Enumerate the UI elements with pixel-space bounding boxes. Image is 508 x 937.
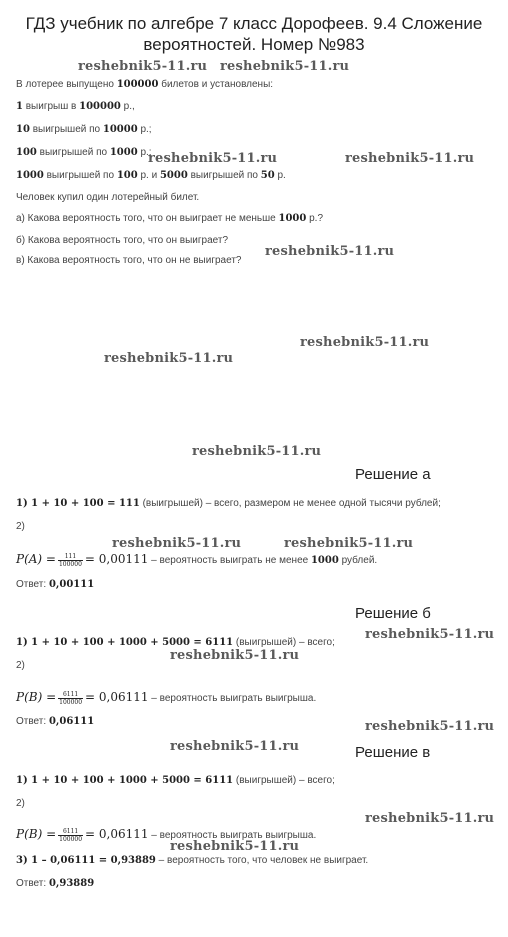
watermark: reshebnik5-11.ru: [148, 151, 278, 166]
watermark: reshebnik5-11.ru: [220, 59, 350, 74]
solution-b-formula: [16, 689, 316, 707]
solution-a-heading: Решение а: [355, 466, 431, 483]
watermark: reshebnik5-11.ru: [365, 811, 495, 826]
formula-lhs: P(A) =: [16, 552, 56, 566]
numerator: 111: [58, 553, 83, 561]
answer-value: 0,93889: [48, 878, 95, 889]
watermark: reshebnik5-11.ru: [365, 627, 495, 642]
question-b: б) Какова вероятность того, что он выиграет?: [16, 235, 229, 246]
solution-b-step-2: 2): [16, 660, 25, 671]
solution-b-heading: Решение б: [355, 605, 431, 622]
watermark: reshebnik5-11.ru: [170, 839, 300, 854]
formula-result: = 0,06111: [85, 827, 149, 841]
solution-b-answer: [16, 715, 94, 728]
fraction: [58, 828, 83, 843]
number: 5000: [159, 170, 188, 181]
watermark: reshebnik5-11.ru: [192, 444, 322, 459]
problem-intro: [16, 78, 273, 91]
number: 1000: [310, 555, 339, 566]
solution-a-step-1: [16, 497, 441, 510]
text: – вероятность выиграть не менее: [148, 555, 311, 566]
answer-label: Ответ:: [16, 716, 49, 727]
answer-label: Ответ:: [16, 878, 49, 889]
text: выигрышей по: [29, 124, 103, 135]
fraction: [58, 553, 83, 568]
watermark: reshebnik5-11.ru: [170, 648, 300, 663]
page-title: [0, 13, 508, 55]
fraction: [58, 691, 83, 706]
formula-result: = 0,00111: [84, 552, 149, 566]
text: р.;: [137, 124, 152, 135]
number: 100000: [116, 79, 159, 90]
number: 50: [260, 170, 275, 181]
text: выигрыш в: [22, 101, 80, 112]
formula-lhs: P(B) =: [16, 690, 57, 704]
prize-line-3: [16, 146, 152, 159]
number: 1000: [109, 147, 138, 158]
number: 1: [16, 101, 23, 112]
text: р. и: [137, 170, 160, 181]
prize-line-4: [16, 169, 286, 182]
prize-line-1: [16, 100, 135, 113]
solution-c-step-1: [16, 774, 335, 787]
question-a: [16, 212, 323, 225]
solution-a-formula: [16, 551, 377, 569]
denominator: 100000: [59, 835, 83, 843]
text: выигрышей по: [43, 170, 117, 181]
text: р.?: [306, 213, 324, 224]
watermark: reshebnik5-11.ru: [284, 536, 414, 551]
number: 1000: [278, 213, 307, 224]
text: – вероятность выиграть выигрыша.: [148, 830, 317, 841]
text: билетов и установлены:: [158, 79, 274, 90]
answer-value: 0,00111: [48, 579, 95, 590]
text: р.: [274, 170, 286, 181]
answer-value: 0,06111: [48, 716, 95, 727]
denominator: 100000: [58, 560, 82, 568]
watermark: reshebnik5-11.ru: [78, 59, 208, 74]
formula-text: 3) 1 – 0,06111 = 0,93889: [16, 855, 156, 866]
solution-a-step-2: 2): [16, 521, 25, 532]
text: (выигрышей) – всего;: [233, 637, 335, 648]
text: выигрышей по: [36, 147, 110, 158]
text: р.;: [137, 147, 152, 158]
answer-label: Ответ:: [16, 579, 49, 590]
solution-a-answer: [16, 578, 94, 591]
watermark: reshebnik5-11.ru: [300, 335, 430, 350]
formula-result: = 0,06111: [85, 690, 149, 704]
text: (выигрышей) – всего, размером не менее одной тысячи рублей;: [139, 498, 441, 509]
text: – вероятность того, что человек не выиграет.: [155, 855, 369, 866]
watermark: reshebnik5-11.ru: [112, 536, 242, 551]
number: 10: [16, 124, 30, 135]
watermark: reshebnik5-11.ru: [170, 739, 300, 754]
page-title-line-2: вероятностей. Номер №983: [143, 35, 365, 54]
watermark: reshebnik5-11.ru: [104, 351, 234, 366]
numerator: 6111: [58, 691, 83, 699]
formula-lhs: P(B) =: [16, 827, 57, 841]
number: 100: [16, 147, 37, 158]
solution-c-heading: Решение в: [355, 744, 431, 761]
solution-c-answer: [16, 877, 94, 890]
formula-text: 1) 1 + 10 + 100 + 1000 + 5000 = 6111: [16, 775, 234, 786]
text: рублей.: [338, 555, 378, 566]
number: 100: [116, 170, 138, 181]
solution-c-step-3: [16, 854, 368, 867]
numerator: 6111: [58, 828, 83, 836]
text: – вероятность выиграть выигрыша.: [148, 693, 317, 704]
text: (выигрышей) – всего;: [233, 775, 335, 786]
formula-text: 1) 1 + 10 + 100 = 111: [16, 498, 140, 509]
text: В лотерее выпущено: [16, 79, 117, 90]
denominator: 100000: [59, 698, 83, 706]
number: 1000: [16, 170, 44, 181]
formula-text: 1) 1 + 10 + 100 + 1000 + 5000 = 6111: [16, 637, 234, 648]
text: р.,: [120, 101, 135, 112]
buyer-sentence: Человек купил один лотерейный билет.: [16, 192, 200, 203]
prize-line-2: [16, 123, 152, 136]
text: а) Какова вероятность того, что он выиграет не меньше: [16, 213, 279, 224]
text: выигрышей по: [187, 170, 261, 181]
page-title-line-1: ГДЗ учебник по алгебре 7 класс Дорофеев. 9.4 Сложение: [25, 14, 483, 33]
number: 10000: [102, 124, 138, 135]
number: 100000: [79, 101, 121, 112]
watermark: reshebnik5-11.ru: [345, 151, 475, 166]
watermark: reshebnik5-11.ru: [265, 244, 395, 259]
watermark: reshebnik5-11.ru: [365, 719, 495, 734]
solution-c-step-2: 2): [16, 798, 25, 809]
question-c: в) Какова вероятность того, что он не выиграет?: [16, 255, 242, 266]
